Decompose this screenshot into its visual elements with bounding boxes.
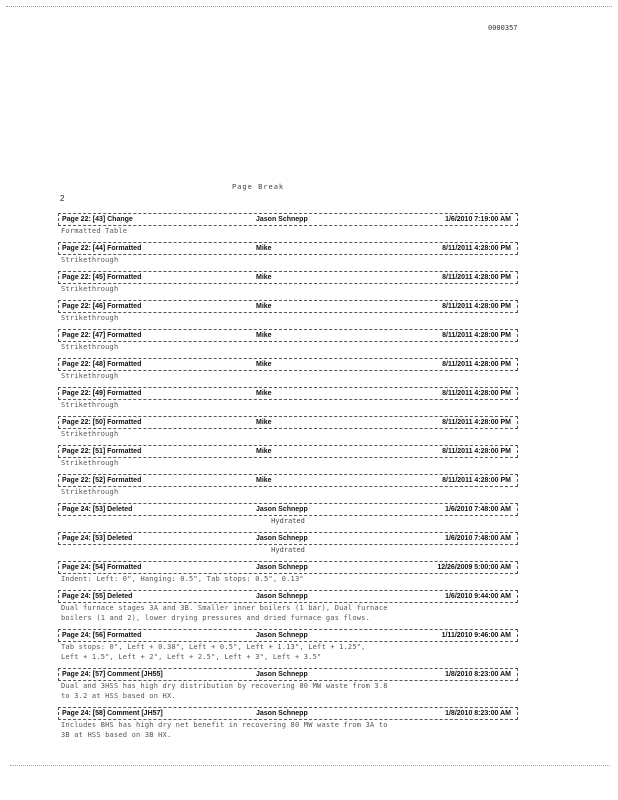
revision-header <box>58 387 518 400</box>
revision-date: 8/11/2011 4:28:00 PM <box>442 390 511 397</box>
revision-date: 8/11/2011 4:28:00 PM <box>442 332 511 339</box>
revision-entry <box>58 590 518 623</box>
page-break-label: Page Break <box>232 183 285 191</box>
revision-author: Jason Schnepp <box>256 671 308 678</box>
revision-author: Jason Schnepp <box>256 632 308 639</box>
revision-author: Mike <box>256 303 272 310</box>
revision-ref: Page 24: [58] Comment [JH57] <box>62 710 163 717</box>
revision-author: Jason Schnepp <box>256 506 308 513</box>
revision-body: Strikethrough <box>61 285 119 293</box>
revision-header <box>58 590 518 603</box>
revision-header <box>58 561 518 574</box>
revision-entry <box>58 213 518 236</box>
revision-body: Indent: Left: 0", Hanging: 0.5", Tab stops: 0.5", 0.13" <box>61 575 304 583</box>
revision-author: Jason Schnepp <box>256 216 308 223</box>
page-number: 2 <box>60 194 65 203</box>
revision-entry <box>58 668 518 701</box>
revision-body: boilers (1 and 2), lower drying pressures and dried furnace gas flows. <box>61 614 371 622</box>
revision-author: Mike <box>256 390 272 397</box>
revision-entry <box>58 300 518 323</box>
revision-body: 3B at HSS based on 3B HX. <box>61 731 172 739</box>
revision-entry <box>58 242 518 265</box>
revision-entry <box>58 387 518 410</box>
revision-body: Strikethrough <box>61 488 119 496</box>
revision-entry <box>58 416 518 439</box>
revision-ref: Page 22: [52] Formatted <box>62 477 142 484</box>
revision-date: 8/11/2011 4:28:00 PM <box>442 303 511 310</box>
revision-entry <box>58 532 518 555</box>
revision-date: 8/11/2011 4:28:00 PM <box>442 361 511 368</box>
revision-date: 8/11/2011 4:28:00 PM <box>442 448 511 455</box>
revision-ref: Page 22: [46] Formatted <box>62 303 142 310</box>
revision-ref: Page 22: [49] Formatted <box>62 390 142 397</box>
revision-body: Strikethrough <box>61 459 119 467</box>
revision-body: Strikethrough <box>61 401 119 409</box>
revision-author: Mike <box>256 361 272 368</box>
revision-entry <box>58 271 518 294</box>
revision-ref: Page 22: [44] Formatted <box>62 245 142 252</box>
revision-header <box>58 242 518 255</box>
revision-ref: Page 24: [56] Formatted <box>62 632 142 639</box>
revision-body: Strikethrough <box>61 343 119 351</box>
revision-entry <box>58 445 518 468</box>
revision-header <box>58 707 518 720</box>
revision-header <box>58 503 518 516</box>
revision-date: 1/6/2010 9:44:00 AM <box>445 593 511 600</box>
revision-author: Mike <box>256 477 272 484</box>
revision-body: Hydrated <box>271 517 305 525</box>
revision-body: Strikethrough <box>61 372 119 380</box>
revision-header <box>58 474 518 487</box>
revision-header <box>58 532 518 545</box>
revision-body: Strikethrough <box>61 256 119 264</box>
revision-header <box>58 213 518 226</box>
revision-ref: Page 22: [43] Change <box>62 216 133 223</box>
revision-entry <box>58 474 518 497</box>
revision-header <box>58 271 518 284</box>
revision-ref: Page 24: [55] Deleted <box>62 593 133 600</box>
revision-ref: Page 24: [53] Deleted <box>62 535 133 542</box>
scan-edge-bottom <box>10 765 610 766</box>
revision-date: 8/11/2011 4:28:00 PM <box>442 274 511 281</box>
revision-author: Jason Schnepp <box>256 564 308 571</box>
bates-number: 0000357 <box>488 24 518 32</box>
revision-date: 1/8/2010 8:23:00 AM <box>445 710 511 717</box>
revision-body: Hydrated <box>271 546 305 554</box>
revision-header <box>58 445 518 458</box>
revision-author: Jason Schnepp <box>256 535 308 542</box>
revision-entry <box>58 358 518 381</box>
revision-author: Mike <box>256 448 272 455</box>
revision-ref: Page 22: [47] Formatted <box>62 332 142 339</box>
revision-body: Tab stops: 0", Left + 0.38", Left + 0.5", Left + 1.13", Left + 1.25", <box>61 643 366 651</box>
revision-body: Dual furnace stages 3A and 3B. Smaller inner boilers (1 bar), Dual furnace <box>61 604 388 612</box>
revision-date: 12/26/2009 5:00:00 AM <box>437 564 511 571</box>
revision-ref: Page 24: [57] Comment [JH55] <box>62 671 163 678</box>
revision-header <box>58 300 518 313</box>
revision-date: 1/6/2010 7:48:00 AM <box>445 506 511 513</box>
revision-date: 1/8/2010 8:23:00 AM <box>445 671 511 678</box>
revision-header <box>58 329 518 342</box>
revision-date: 1/11/2010 9:46:00 AM <box>441 632 511 639</box>
revision-header <box>58 416 518 429</box>
revision-author: Jason Schnepp <box>256 593 308 600</box>
revision-ref: Page 22: [45] Formatted <box>62 274 142 281</box>
revision-author: Mike <box>256 274 272 281</box>
revision-date: 1/6/2010 7:19:00 AM <box>445 216 511 223</box>
revision-date: 1/6/2010 7:48:00 AM <box>445 535 511 542</box>
revision-body: to 3.2 at HSS based on HX. <box>61 692 176 700</box>
revision-header <box>58 629 518 642</box>
revision-body: Dual and 3HSS has high dry distribution by recovering 80 MW waste from 3.8 <box>61 682 388 690</box>
revision-ref: Page 22: [48] Formatted <box>62 361 142 368</box>
revision-body: Left + 1.5", Left + 2", Left + 2.5", Left + 3", Left + 3.5" <box>61 653 322 661</box>
revision-author: Mike <box>256 245 272 252</box>
revision-author: Mike <box>256 419 272 426</box>
scan-edge-top <box>6 6 612 7</box>
revision-ref: Page 22: [51] Formatted <box>62 448 142 455</box>
revision-entry <box>58 329 518 352</box>
revision-body: Strikethrough <box>61 314 119 322</box>
revision-date: 8/11/2011 4:28:00 PM <box>442 245 511 252</box>
revision-entry <box>58 707 518 740</box>
revision-date: 8/11/2011 4:28:00 PM <box>442 419 511 426</box>
revision-entry <box>58 503 518 526</box>
revision-entry <box>58 561 518 584</box>
revision-entry <box>58 629 518 662</box>
revision-ref: Page 24: [54] Formatted <box>62 564 142 571</box>
revision-header <box>58 668 518 681</box>
revision-date: 8/11/2011 4:28:00 PM <box>442 477 511 484</box>
revision-author: Mike <box>256 332 272 339</box>
revision-body: Formatted Table <box>61 227 128 235</box>
revision-author: Jason Schnepp <box>256 710 308 717</box>
revision-ref: Page 22: [50] Formatted <box>62 419 142 426</box>
revision-header <box>58 358 518 371</box>
revision-ref: Page 24: [53] Deleted <box>62 506 133 513</box>
revision-body: Strikethrough <box>61 430 119 438</box>
revision-body: Includes BHS has high dry net benefit in recovering 80 MW waste from 3A to <box>61 721 388 729</box>
